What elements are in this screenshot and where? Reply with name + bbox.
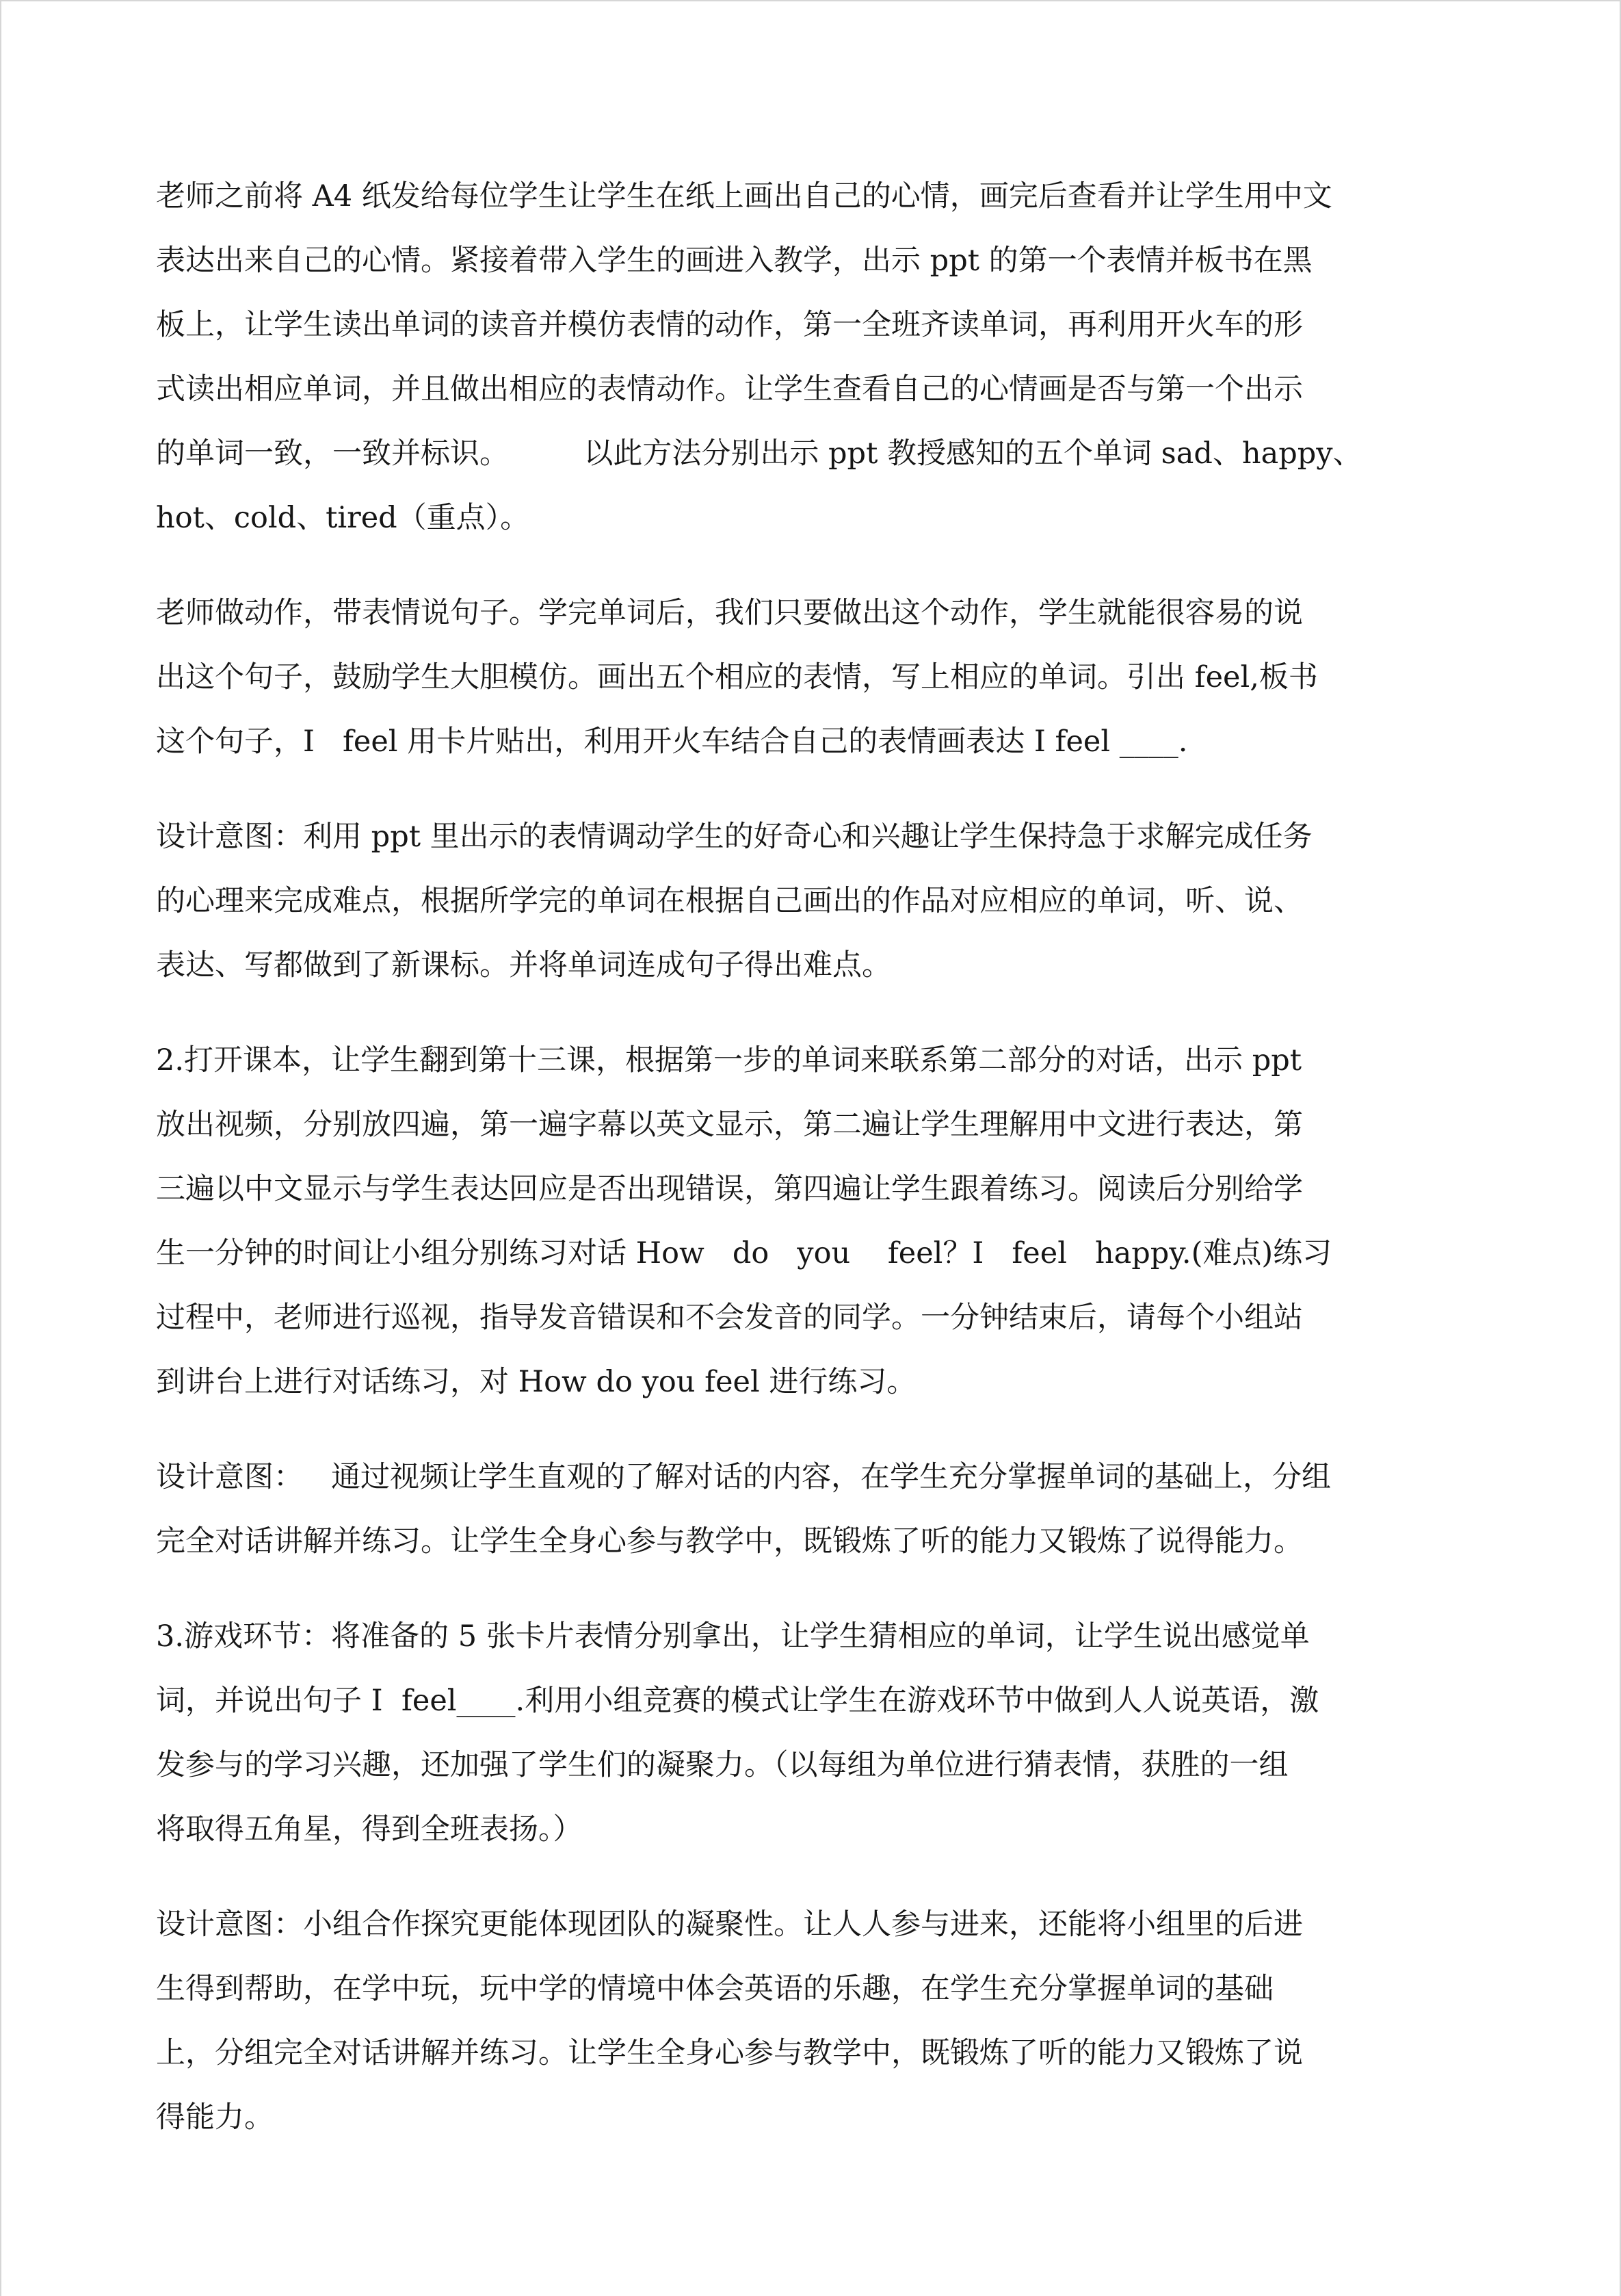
text-line: 板上，让学生读出单词的读音并模仿表情的动作，第一全班齐读单词，再利用开火车的形 (156, 308, 1303, 342)
text-line: 词，并说出句子 I feel____.利用小组竞赛的模式让学生在游戏环节中做到人人说英语，激 (156, 1684, 1319, 1718)
text-line: 设计意图：利用 ppt 里出示的表情调动学生的好奇心和兴趣让学生保持急于求解完成任务 (156, 820, 1313, 854)
text-line: 设计意图：小组合作探究更能体现团队的凝聚性。让人人参与进来，还能将小组里的后进 (156, 1907, 1303, 1942)
text-line: 2.打开课本，让学生翻到第十三课，根据第一步的单词来联系第二部分的对话，出示 ppt (156, 1043, 1302, 1078)
page-left-border (0, 0, 1, 2296)
text-line: 发参与的学习兴趣，还加强了学生们的凝聚力。（以每组为单位进行猜表情，获胜的一组 (156, 1748, 1289, 1782)
text-line: 三遍以中文显示与学生表达回应是否出现错误，第四遍让学生跟着练习。阅读后分别给学 (156, 1172, 1303, 1206)
text-line: 将取得五角星，得到全班表扬。） (156, 1812, 583, 1847)
text-line: hot、cold、tired（重点）。 (156, 501, 530, 535)
text-line: 过程中，老师进行巡视，指导发音错误和不会发音的同学。一分钟结束后，请每个小组站 (156, 1301, 1303, 1335)
text-line: 到讲台上进行对话练习，对 How do you feel 进行练习。 (156, 1365, 917, 1399)
text-line: 3.游戏环节：将准备的 5 张卡片表情分别拿出，让学生猜相应的单词，让学生说出感觉单 (156, 1619, 1310, 1654)
text-line: 这个句子，I feel 用卡片贴出，利用开火车结合自己的表情画表达 I feel ____. (156, 725, 1188, 759)
text-line: 老师之前将 A4 纸发给每位学生让学生在纸上画出自己的心情，画完后查看并让学生用中文 (156, 179, 1332, 213)
text-line: 得能力。 (156, 2100, 274, 2135)
text-line: 老师做动作，带表情说句子。学完单词后，我们只要做出这个动作，学生就能很容易的说 (156, 596, 1303, 630)
paragraph-design-intent-2 (156, 1445, 1483, 1574)
text-line: 生得到帮助，在学中玩，玩中学的情境中体会英语的乐趣，在学生充分掌握单词的基础 (156, 1972, 1274, 2006)
paragraph-design-intent-3 (156, 1892, 1483, 2150)
text-line: 的心理来完成难点，根据所学完的单词在根据自己画出的作品对应相应的单词，听、说、 (156, 884, 1303, 918)
paragraph-teacher-actions (156, 581, 1483, 774)
text-line: 放出视频，分别放四遍，第一遍字幕以英文显示，第二遍让学生理解用中文进行表达，第 (156, 1108, 1303, 1142)
text-line: 完全对话讲解并练习。让学生全身心参与教学中，既锻炼了听的能力又锻炼了说得能力。 (156, 1524, 1303, 1558)
text-line: 式读出相应单词，并且做出相应的表情动作。让学生查看自己的心情画是否与第一个出示 (156, 372, 1303, 406)
document-body (156, 164, 1483, 2180)
page-top-border (0, 0, 1621, 1)
text-line: 上，分组完全对话讲解并练习。让学生全身心参与教学中，既锻炼了听的能力又锻炼了说 (156, 2036, 1303, 2070)
text-line: 的单词一致，一致并标识。 以此方法分别出示 ppt 教授感知的五个单词 sad、happy、 (156, 436, 1362, 471)
text-line: 表达、写都做到了新课标。并将单词连成句子得出难点。 (156, 948, 891, 982)
paragraph-design-intent-1 (156, 805, 1483, 997)
paragraph-step-2-textbook (156, 1028, 1483, 1414)
text-line: 表达出来自己的心情。紧接着带入学生的画进入教学，出示 ppt 的第一个表情并板书在黑 (156, 244, 1313, 278)
text-line: 出这个句子，鼓励学生大胆模仿。画出五个相应的表情，写上相应的单词。引出 feel,板书 (156, 660, 1318, 694)
paragraph-intro-emotions (156, 164, 1483, 550)
text-line: 设计意图： 通过视频让学生直观的了解对话的内容，在学生充分掌握单词的基础上，分组 (156, 1460, 1332, 1494)
paragraph-step-3-game (156, 1604, 1483, 1862)
text-line: 生一分钟的时间让小组分别练习对话 How do you feel？I feel happy.(难点)练习 (156, 1236, 1332, 1270)
